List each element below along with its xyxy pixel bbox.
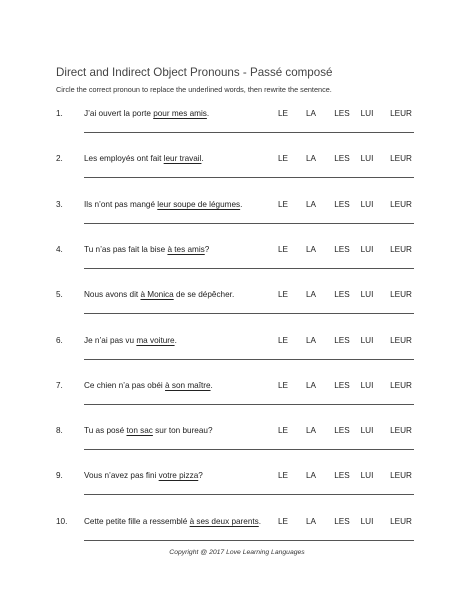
pronoun-option-leur[interactable]: LEUR	[390, 199, 412, 209]
answer-line[interactable]	[84, 359, 414, 360]
pronoun-option-leur[interactable]: LEUR	[390, 426, 412, 436]
pronoun-option-le[interactable]: LE	[277, 335, 288, 345]
pronoun-option-le[interactable]: LE	[277, 244, 288, 254]
sentence-text: Nous avons dit	[84, 290, 141, 300]
pronoun-option-le[interactable]: LE	[277, 471, 288, 481]
pronoun-option-leur[interactable]: LEUR	[390, 109, 412, 118]
sentence-text-end: .	[201, 154, 204, 164]
underlined-words: leur soupe de légumes	[157, 199, 241, 209]
question-row	[0, 200, 474, 230]
answer-line[interactable]	[84, 540, 414, 541]
sentence-text: Les employés ont fait	[84, 154, 164, 164]
pronoun-option-les[interactable]: LES	[334, 426, 350, 436]
underlined-words: à tes amis	[167, 244, 205, 254]
worksheet-title: Direct and Indirect Object Pronouns - Passé composé	[56, 66, 333, 79]
question-row	[0, 154, 474, 184]
pronoun-option-lui[interactable]: LUI	[360, 335, 374, 345]
answer-line[interactable]	[84, 449, 414, 450]
pronoun-option-le[interactable]: LE	[277, 426, 288, 436]
question-sentence	[84, 109, 209, 118]
pronoun-option-leur[interactable]: LEUR	[390, 516, 412, 526]
question-sentence	[84, 517, 261, 526]
underlined-words: pour mes amis	[153, 109, 207, 118]
question-number: 7.	[56, 380, 63, 390]
pronoun-option-lui[interactable]: LUI	[360, 199, 374, 209]
question-number: 10.	[56, 516, 68, 526]
pronoun-option-les[interactable]: LES	[334, 290, 350, 300]
question-number: 9.	[56, 471, 63, 481]
sentence-text: Vous n’avez pas fini	[84, 471, 159, 481]
sentence-text: Ils n’ont pas mangé	[84, 199, 158, 209]
question-row	[0, 471, 474, 501]
pronoun-option-leur[interactable]: LEUR	[390, 154, 412, 164]
pronoun-option-le[interactable]: LE	[277, 290, 288, 300]
pronoun-option-le[interactable]: LE	[277, 516, 288, 526]
question-sentence	[84, 154, 204, 163]
question-sentence	[84, 200, 242, 209]
underlined-words: à ses deux parents	[189, 516, 259, 526]
answer-line[interactable]	[84, 313, 414, 314]
sentence-text: Je n’ai pas vu	[84, 335, 137, 345]
pronoun-option-les[interactable]: LES	[334, 244, 350, 254]
pronoun-option-les[interactable]: LES	[334, 471, 350, 481]
sentence-text: J’ai ouvert la porte	[84, 109, 154, 118]
sentence-text-end: ?	[204, 244, 210, 254]
question-row	[0, 109, 474, 139]
sentence-text: Tu n’as pas fait la bise	[84, 244, 168, 254]
sentence-text-end: .	[174, 335, 177, 345]
pronoun-option-les[interactable]: LES	[334, 516, 350, 526]
answer-line[interactable]	[84, 223, 414, 224]
sentence-text-end: .	[240, 199, 243, 209]
pronoun-option-leur[interactable]: LEUR	[390, 290, 412, 300]
pronoun-option-lui[interactable]: LUI	[360, 471, 374, 481]
sentence-text-end: ?	[198, 471, 203, 481]
pronoun-option-les[interactable]: LES	[334, 199, 350, 209]
pronoun-option-la[interactable]: LA	[305, 426, 316, 436]
underlined-words: à son maître	[165, 380, 211, 390]
sentence-text-end: de se dépêcher.	[173, 290, 235, 300]
pronoun-option-leur[interactable]: LEUR	[390, 471, 412, 481]
question-row	[0, 245, 474, 275]
pronoun-option-le[interactable]: LE	[277, 380, 288, 390]
question-row	[0, 381, 474, 411]
pronoun-option-leur[interactable]: LEUR	[390, 380, 412, 390]
pronoun-option-la[interactable]: LA	[305, 154, 316, 164]
answer-line[interactable]	[84, 268, 414, 269]
pronoun-option-la[interactable]: LA	[305, 109, 316, 118]
pronoun-option-les[interactable]: LES	[334, 109, 350, 118]
pronoun-option-les[interactable]: LES	[334, 335, 350, 345]
question-number: 3.	[56, 199, 63, 209]
question-number: 5.	[56, 290, 63, 300]
pronoun-option-lui[interactable]: LUI	[360, 109, 374, 118]
pronoun-option-la[interactable]: LA	[305, 471, 316, 481]
underlined-words: votre pizza	[158, 471, 199, 481]
question-row	[0, 426, 474, 456]
sentence-text: Ce chien n’a pas obéi	[84, 380, 166, 390]
pronoun-option-lui[interactable]: LUI	[360, 290, 374, 300]
question-sentence	[84, 245, 209, 254]
pronoun-option-le[interactable]: LE	[277, 154, 288, 164]
sentence-text: Tu as posé	[84, 426, 127, 436]
pronoun-option-la[interactable]: LA	[305, 199, 316, 209]
pronoun-option-la[interactable]: LA	[305, 335, 316, 345]
answer-line[interactable]	[84, 132, 414, 133]
question-number: 6.	[56, 335, 63, 345]
pronoun-option-la[interactable]: LA	[305, 244, 316, 254]
question-sentence	[84, 426, 213, 435]
pronoun-option-lui[interactable]: LUI	[360, 516, 374, 526]
pronoun-option-le[interactable]: LE	[277, 109, 288, 118]
answer-line[interactable]	[84, 404, 414, 405]
sentence-text-end: .	[206, 109, 210, 118]
question-number: 4.	[56, 244, 63, 254]
instructions: Circle the correct pronoun to replace the underlined words, then rewrite the sentence.	[56, 85, 332, 94]
pronoun-option-les[interactable]: LES	[334, 380, 350, 390]
question-number: 1.	[56, 109, 63, 118]
pronoun-option-la[interactable]: LA	[305, 516, 316, 526]
question-row	[0, 290, 474, 320]
underlined-words: à Monica	[140, 290, 174, 300]
question-sentence	[84, 336, 177, 345]
underlined-words: ma voiture	[136, 335, 175, 345]
question-sentence	[84, 471, 203, 480]
answer-line[interactable]	[84, 177, 414, 178]
underlined-words: ton sac	[126, 426, 153, 436]
question-row	[0, 336, 474, 366]
pronoun-option-leur[interactable]: LEUR	[390, 244, 412, 254]
sentence-text-end: .	[210, 380, 213, 390]
pronoun-option-le[interactable]: LE	[277, 199, 288, 209]
pronoun-option-lui[interactable]: LUI	[360, 154, 374, 164]
question-sentence	[84, 381, 213, 390]
answer-line[interactable]	[84, 494, 414, 495]
question-number: 2.	[56, 154, 63, 164]
sentence-text-end: sur ton bureau?	[152, 426, 213, 436]
pronoun-option-les[interactable]: LES	[334, 154, 350, 164]
sentence-text-end: .	[258, 516, 262, 526]
pronoun-option-la[interactable]: LA	[305, 290, 316, 300]
pronoun-option-la[interactable]: LA	[305, 380, 316, 390]
pronoun-option-leur[interactable]: LEUR	[390, 335, 412, 345]
sentence-text: Cette petite fille a ressemblé	[84, 516, 190, 526]
question-number: 8.	[56, 426, 63, 436]
question-row	[0, 517, 474, 547]
pronoun-option-lui[interactable]: LUI	[360, 380, 374, 390]
underlined-words: leur travail	[163, 154, 202, 164]
copyright-footer: Copyright @ 2017 Love Learning Languages	[169, 549, 305, 556]
pronoun-option-lui[interactable]: LUI	[360, 426, 374, 436]
question-sentence	[84, 290, 234, 299]
pronoun-option-lui[interactable]: LUI	[360, 244, 374, 254]
